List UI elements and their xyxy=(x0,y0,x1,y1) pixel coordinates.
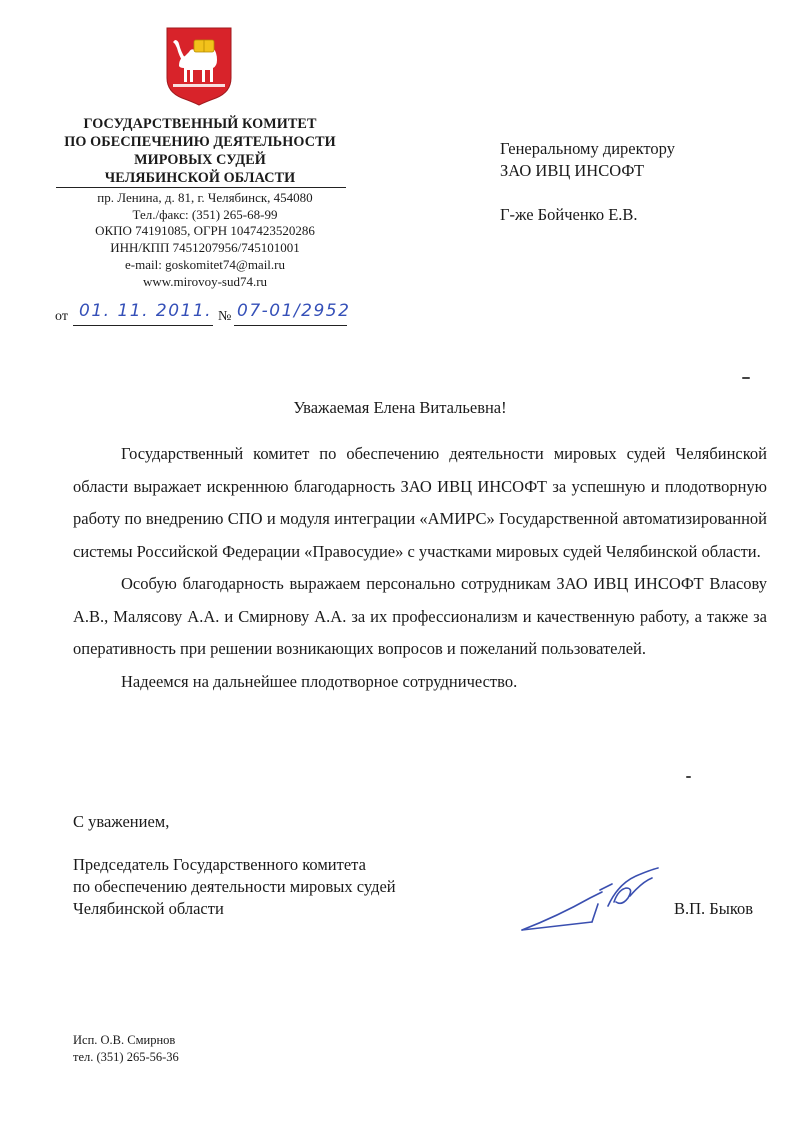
executor-phone: тел. (351) 265-56-36 xyxy=(73,1050,179,1064)
contact-okpo: ОКПО 74191085, ОГРН 1047423520286 xyxy=(95,223,315,239)
contact-phone: Тел./факс: (351) 265-68-99 xyxy=(132,206,278,222)
scan-speck xyxy=(742,377,750,379)
contact-website: www.mirovoy-sud74.ru xyxy=(142,273,268,289)
contact-inn: ИНН/КПП 7451207956/745101001 xyxy=(110,240,300,256)
position-line: Челябинской области xyxy=(73,899,224,918)
number-underline xyxy=(234,325,347,326)
coat-of-arms-icon xyxy=(165,26,233,106)
handwritten-signature-icon xyxy=(518,862,668,934)
executor-name: Исп. О.В. Смирнов xyxy=(73,1033,176,1047)
organization-name xyxy=(40,115,360,187)
org-name-line: ПО ОБЕСПЕЧЕНИЮ ДЕЯТЕЛЬНОСТИ xyxy=(64,134,336,150)
letter-paragraph: Надеемся на дальнейшее плодотворное сотрудничество. xyxy=(121,671,518,691)
number-label: № xyxy=(218,309,232,324)
position-line: Председатель Государственного комитета xyxy=(73,855,366,874)
date-value: 01. 11. 2011. xyxy=(79,301,213,321)
date-underline xyxy=(73,325,213,326)
org-name-line: МИРОВЫХ СУДЕЙ xyxy=(134,152,266,168)
signer-name: В.П. Быков xyxy=(674,899,754,918)
addressee-name: Г-же Бойченко Е.В. xyxy=(500,205,638,224)
letter-paragraph: Государственный комитет по обеспечению деятельности мировых судей Челябинской области выражает искреннюю благодарность ЗАО ИВЦ ИНСОФТ за успешную и плодотворную работу по внедрению СПО и модуля интеграции «АМИРС» Государственной автоматизированной системы Российской Федерации «Правосудие» с участками мировых судей Челябинской области. xyxy=(73,444,767,561)
number-value: 07-01/2952 xyxy=(237,301,351,321)
addressee-position: Генеральному директору xyxy=(500,139,675,158)
organization-contacts xyxy=(40,190,370,290)
registration-line xyxy=(55,301,355,327)
contact-address: пр. Ленина, д. 81, г. Челябинск, 454080 xyxy=(97,190,313,205)
org-name-line: ГОСУДАРСТВЕННЫЙ КОМИТЕТ xyxy=(83,116,317,132)
org-name-line: ЧЕЛЯБИНСКОЙ ОБЛАСТИ xyxy=(104,170,296,186)
executor-info xyxy=(73,1032,179,1066)
header-divider xyxy=(56,187,346,188)
letter-paragraph: Особую благодарность выражаем персонально сотрудникам ЗАО ИВЦ ИНСОФТ Власову А.В., Малясову А.А. и Смирнову А.А. за их профессионализм и качественную работу, а также за оперативность при решении возникающих вопросов и пожеланий пользователей. xyxy=(73,574,767,658)
contact-email: e-mail: goskomitet74@mail.ru xyxy=(125,256,285,272)
letter-greeting: Уважаемая Елена Витальевна! xyxy=(293,398,507,417)
position-line: по обеспечению деятельности мировых судей xyxy=(73,877,396,896)
signatory-position xyxy=(73,854,396,920)
letter-body xyxy=(73,438,767,698)
letter-closing: С уважением, xyxy=(73,812,170,831)
addressee-block xyxy=(500,138,675,226)
date-label: от xyxy=(55,309,68,324)
scan-speck xyxy=(686,776,691,778)
addressee-company: ЗАО ИВЦ ИНСОФТ xyxy=(500,161,645,180)
